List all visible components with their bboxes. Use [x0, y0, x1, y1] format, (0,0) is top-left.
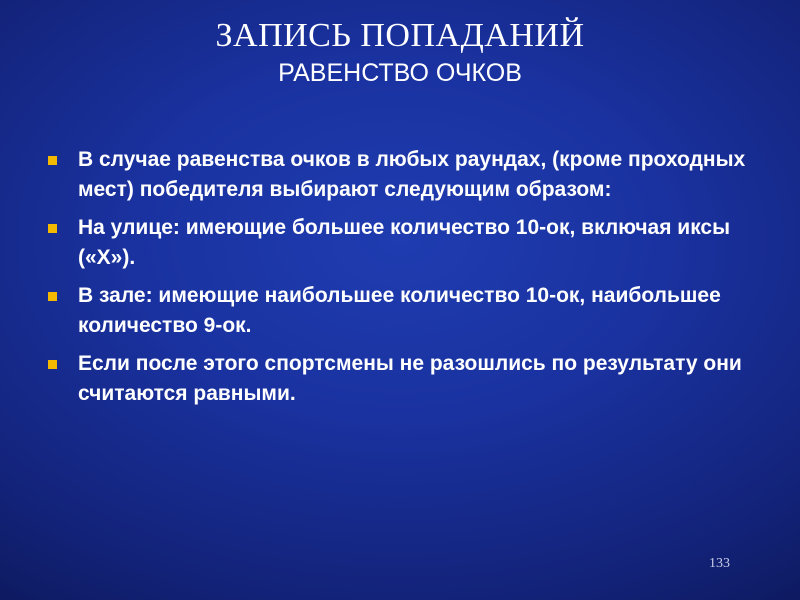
bullet-text: На улице: имеющие большее количество 10-ок, включая иксы («Х»). — [78, 216, 731, 269]
bullet-item — [48, 145, 748, 205]
square-bullet-icon — [48, 292, 57, 301]
bullet-list — [48, 145, 748, 417]
bullet-item — [48, 281, 748, 341]
bullet-text: В случае равенства очков в любых раундах, (кроме проходных мест) победителя выбирают следующим образом: — [78, 148, 746, 201]
square-bullet-icon — [48, 360, 57, 369]
bullet-item — [48, 349, 748, 409]
title-block — [0, 14, 800, 88]
square-bullet-icon — [48, 156, 57, 165]
bullet-item — [48, 213, 748, 273]
slide-subtitle: РАВЕНСТВО ОЧКОВ — [278, 59, 522, 87]
bullet-text: В зале: имеющие наибольшее количество 10-ок, наибольшее количество 9-ок. — [78, 284, 721, 337]
square-bullet-icon — [48, 224, 57, 233]
bullet-text: Если после этого спортсмены не разошлись по результату они считаются равными. — [78, 352, 742, 405]
page-number: 133 — [709, 556, 730, 571]
slide-title: ЗАПИСЬ ПОПАДАНИЙ — [215, 17, 585, 54]
